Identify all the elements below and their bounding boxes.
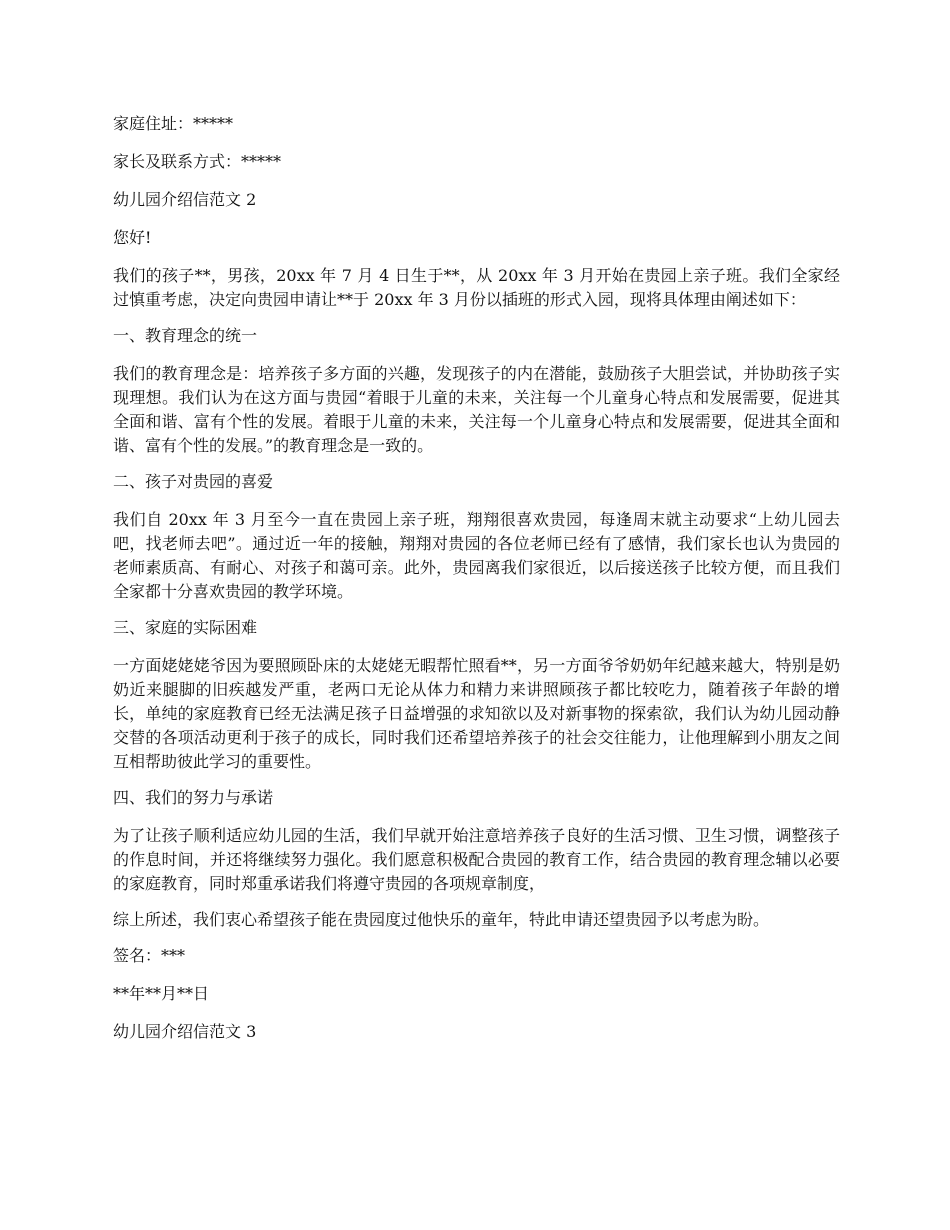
heading-education-philosophy: 一、教育理念的统一 bbox=[113, 326, 258, 345]
paragraph-education-philosophy: 我们的教育理念是：培养孩子多方面的兴趣，发现孩子的内在潜能，鼓励孩子大胆尝试，并协助孩子实现理想。我们认为在这方面与贵园“着眼于儿童的未来，关注每一个儿童身心特点和发展需要，促进其全面和谐、富有个性的发展。着眼于儿童的未来，关注每一个儿童身心特点和发展需要，促进其全面和谐、富有个性的发展。”的教育理念是一致的。 bbox=[113, 364, 840, 455]
date-line: **年**月**日 bbox=[113, 984, 210, 1003]
greeting: 您好! bbox=[113, 228, 152, 247]
paragraph-family-difficulties: 一方面姥姥姥爷因为要照顾卧床的太姥姥无暇帮忙照看**，另一方面爷爷奶奶年纪越来越大，特别是奶奶近来腿脚的旧疾越发严重，老两口无论从体力和精力来讲照顾孩子都比较吃力，随着孩子年龄的增长，单纯的家庭教育已经无法满足孩子日益增强的求知欲以及对新事物的探索欲，我们认为幼儿园动静交替的各项活动更利于孩子的成长，同时我们还希望培养孩子的社会交往能力，让他理解到小朋友之间互相帮助彼此学习的重要性。 bbox=[113, 656, 840, 771]
paragraph-conclusion: 综上所述，我们衷心希望孩子能在贵园度过他快乐的童年，特此申请还望贵园予以考虑为盼。 bbox=[113, 910, 770, 929]
section-title-sample-2: 幼儿园介绍信范文 2 bbox=[113, 190, 257, 209]
heading-child-love: 二、孩子对贵园的喜爱 bbox=[113, 472, 274, 491]
paragraph-child-love: 我们自 20xx 年 3 月至今一直在贵园上亲子班，翔翔很喜欢贵园，每逢周末就主动要求“上幼儿园去吧，找老师去吧”。通过近一年的接触，翔翔对贵园的各位老师已经有了感情，我们家长也认为贵园的老师素质高、有耐心、对孩子和蔼可亲。此外，贵园离我们家很近，以后接送孩子比较方便，而且我们全家都十分喜欢贵园的教学环境。 bbox=[113, 510, 840, 601]
heading-family-difficulties: 三、家庭的实际困难 bbox=[113, 618, 258, 637]
signature-line: 签名：*** bbox=[113, 946, 186, 965]
home-address-line: 家庭住址：***** bbox=[113, 114, 234, 133]
heading-efforts-promise: 四、我们的努力与承诺 bbox=[113, 788, 274, 807]
intro-paragraph: 我们的孩子**，男孩，20xx 年 7 月 4 日生于**，从 20xx 年 3 月开始在贵园上亲子班。我们全家经过慎重考虑，决定向贵园申请让**于 20xx 年 3 月份以插班的形式入园，现将具体理由阐述如下： bbox=[113, 266, 840, 309]
section-title-sample-3: 幼儿园介绍信范文 3 bbox=[113, 1022, 257, 1041]
parent-contact-line: 家长及联系方式：***** bbox=[113, 152, 282, 171]
document-page bbox=[113, 112, 840, 1058]
paragraph-efforts-promise: 为了让孩子顺利适应幼儿园的生活，我们早就开始注意培养孩子良好的生活习惯、卫生习惯，调整孩子的作息时间，并还将继续努力强化。我们愿意积极配合贵园的教育工作，结合贵园的教育理念辅以必要的家庭教育，同时郑重承诺我们将遵守贵园的各项规章制度， bbox=[113, 826, 840, 893]
